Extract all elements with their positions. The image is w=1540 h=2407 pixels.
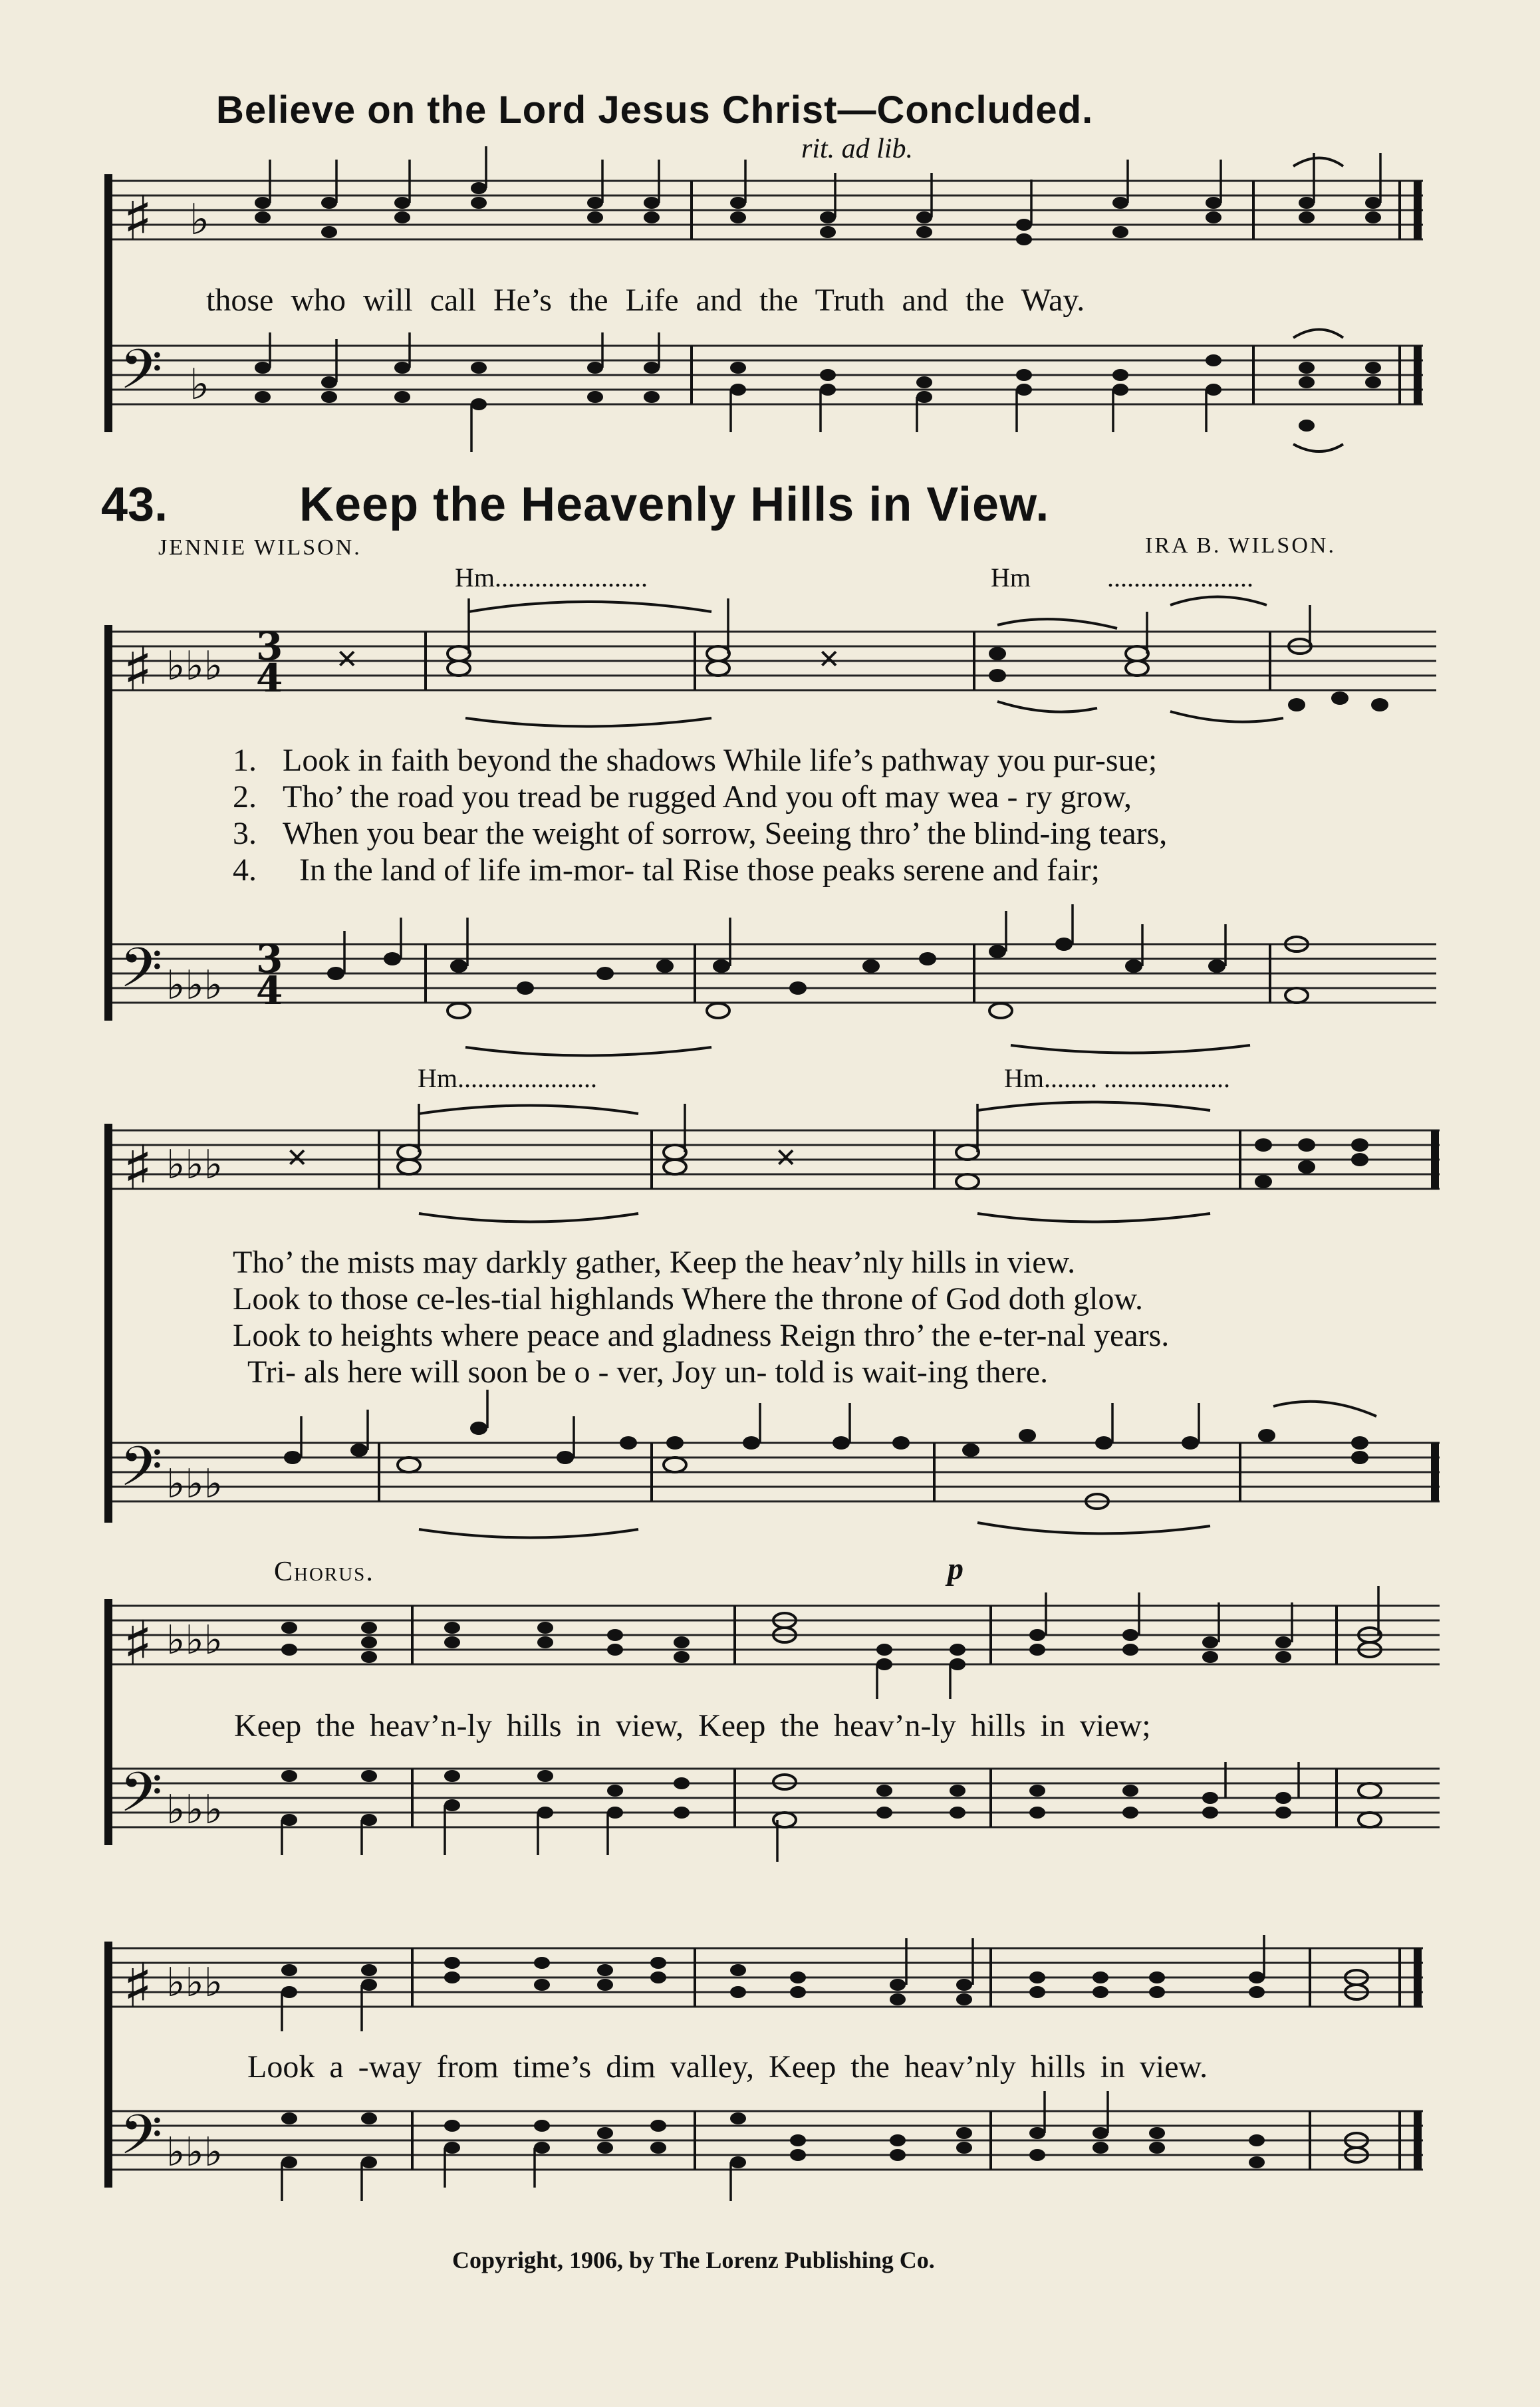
hum-marking-2: Hm <box>991 563 1031 592</box>
verse-1-line-1: Look in faith beyond the shadows While life’s pathway you pur-sue; <box>283 743 1158 778</box>
svg-text:♭♭♭: ♭♭♭ <box>166 2129 223 2176</box>
verse-4-line-2: Tri- als here will soon be o - ver, Joy un- told is wait-ing there. <box>247 1354 1049 1390</box>
verse-3-line-2: Look to heights where peace and gladness Reign thro’ the e-ter-nal years. <box>233 1318 1170 1353</box>
svg-text:♭♭♭: ♭♭♭ <box>166 1787 223 1833</box>
composer-credit: IRA B. WILSON. <box>1145 533 1336 558</box>
svg-text:3: 3 <box>256 936 283 981</box>
concluded-lyric: those who will call He’s the Life and the Truth and the Way. <box>206 283 1085 318</box>
hum-marking-3: ...................... <box>1107 563 1253 592</box>
verse-1-number: 1. <box>233 743 257 778</box>
verse-2-line-2: Look to those ce-les-tial highlands Where the throne of God doth glow. <box>233 1281 1144 1317</box>
svg-text:♭♭♭: ♭♭♭ <box>166 1142 223 1188</box>
svg-text:𝄢: 𝄢 <box>120 1434 163 1512</box>
svg-text:♯: ♯ <box>123 183 153 254</box>
svg-text:♭: ♭ <box>190 360 210 410</box>
hum-marking-5: Hm........ ................... <box>1004 1063 1230 1093</box>
svg-text:𝄢: 𝄢 <box>120 936 163 1013</box>
verse-2-number: 2. <box>233 779 257 815</box>
verse-2-line-1: Tho’ the road you tread be rugged And you oft may wea - ry grow, <box>283 779 1132 815</box>
svg-text:4: 4 <box>256 968 283 1013</box>
concluded-title: Believe on the Lord Jesus Christ—Concluded. <box>216 88 1094 132</box>
svg-text:♭♭♭: ♭♭♭ <box>166 1461 223 1507</box>
svg-text:✕: ✕ <box>818 644 840 674</box>
svg-text:♭: ♭ <box>190 195 210 245</box>
svg-text:✕: ✕ <box>336 644 358 674</box>
svg-text:𝄢: 𝄢 <box>120 337 163 415</box>
hymn-title: Keep the Heavenly Hills in View. <box>299 478 1050 531</box>
chorus-line-1: Keep the heav’n-ly hills in view, Keep the heav’n-ly hills in view; <box>234 1708 1151 1743</box>
svg-text:♭♭♭: ♭♭♭ <box>166 643 223 690</box>
svg-text:4: 4 <box>256 656 283 701</box>
verse-3-line-1: When you bear the weight of sorrow, Seeing thro’ the blind-ing tears, <box>283 816 1168 851</box>
svg-text:3: 3 <box>256 624 283 669</box>
concluded-treble-staff <box>0 0 1540 532</box>
chorus-line-2: Look a -way from time’s dim valley, Keep the heav’nly hills in view. <box>247 2049 1208 2085</box>
svg-text:♭♭♭: ♭♭♭ <box>166 1617 223 1664</box>
svg-text:♭♭♭: ♭♭♭ <box>166 962 223 1009</box>
hum-marking-4: Hm..................... <box>418 1063 597 1093</box>
lyricist-credit: JENNIE WILSON. <box>158 535 362 560</box>
svg-text:♯: ♯ <box>123 1950 153 2021</box>
svg-text:✕: ✕ <box>775 1143 797 1173</box>
verse-4-number: 4. <box>233 852 257 888</box>
chorus-system-1-staves <box>0 1583 1540 1928</box>
dynamic-marking: p <box>948 1551 963 1586</box>
verse-4-line-1: In the land of life im-mor- tal Rise those peaks serene and fair; <box>299 852 1100 888</box>
svg-text:♯: ♯ <box>123 634 153 705</box>
tempo-mark: rit. ad lib. <box>801 134 914 164</box>
svg-text:♯: ♯ <box>123 1608 153 1679</box>
copyright-notice: Copyright, 1906, by The Lorenz Publishing Co. <box>452 2247 935 2273</box>
svg-text:✕: ✕ <box>286 1143 309 1173</box>
verse-3-number: 3. <box>233 816 257 851</box>
svg-text:♭♭♭: ♭♭♭ <box>166 1960 223 2006</box>
chorus-label: Chorus. <box>274 1557 374 1587</box>
verse-1-line-2: Tho’ the mists may darkly gather, Keep the heav’nly hills in view. <box>233 1245 1076 1280</box>
hum-marking-1: Hm....................... <box>455 563 648 592</box>
svg-text:𝄢: 𝄢 <box>120 2102 163 2180</box>
hymn-number: 43. <box>101 478 168 531</box>
chorus-system-2-staves <box>0 1922 1540 2267</box>
svg-text:𝄢: 𝄢 <box>120 1760 163 1838</box>
svg-text:♯: ♯ <box>123 1132 153 1204</box>
